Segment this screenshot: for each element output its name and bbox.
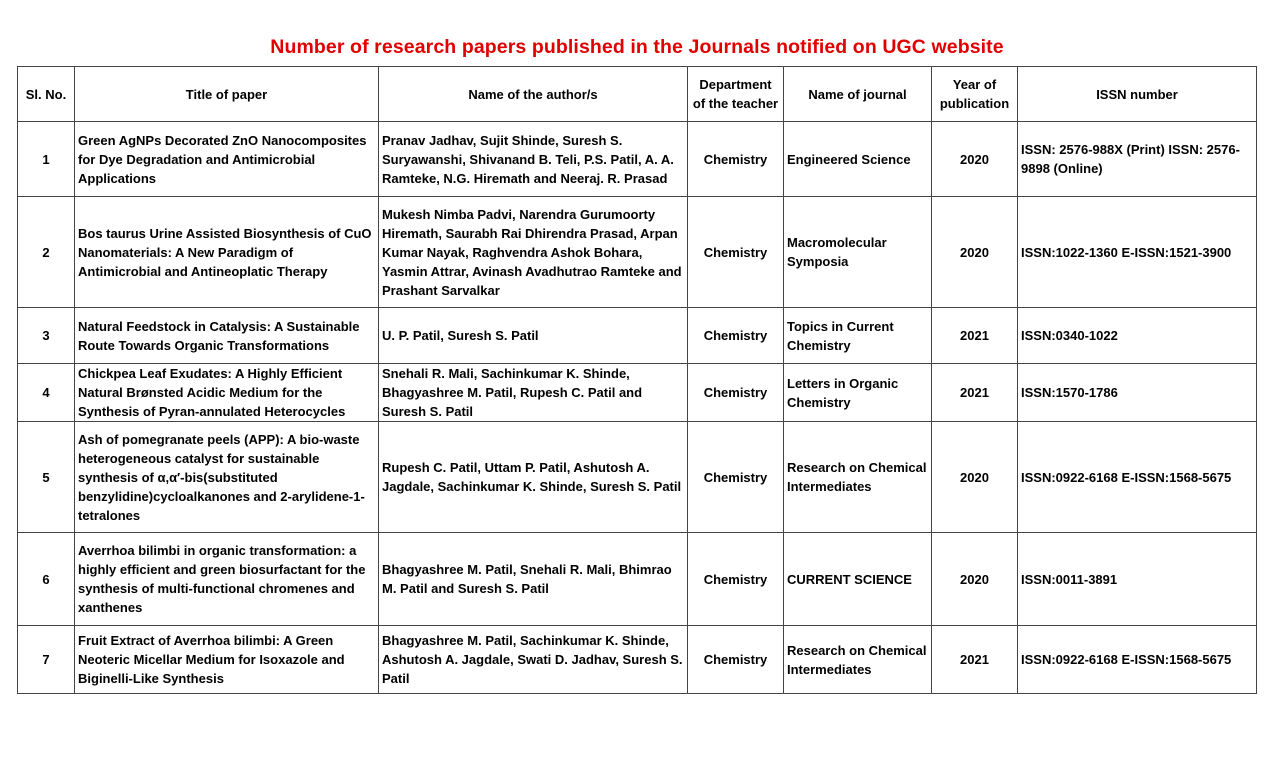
cell-sl-no: 4 [18, 364, 75, 422]
cell-journal: Research on Chemical Intermediates [784, 626, 932, 694]
header-issn: ISSN number [1018, 67, 1257, 122]
cell-authors: Bhagyashree M. Patil, Snehali R. Mali, Bhimrao M. Patil and Suresh S. Patil [379, 533, 688, 626]
cell-authors: Rupesh C. Patil, Uttam P. Patil, Ashutosh A. Jagdale, Sachinkumar K. Shinde, Suresh S. Patil [379, 422, 688, 533]
cell-year: 2021 [932, 364, 1018, 422]
cell-title: Chickpea Leaf Exudates: A Highly Efficient Natural Brønsted Acidic Medium for the Synthesis of Pyran-annulated Heterocycles [75, 364, 379, 422]
table-row [18, 422, 1257, 533]
cell-sl-no: 6 [18, 533, 75, 626]
cell-issn: ISSN:0340-1022 [1018, 308, 1257, 364]
cell-department: Chemistry [688, 422, 784, 533]
table-row [18, 364, 1257, 422]
cell-department: Chemistry [688, 122, 784, 197]
table-header-row [18, 67, 1257, 122]
page-title: Number of research papers published in the Journals notified on UGC website [270, 36, 1004, 58]
header-year-line1: Year of [952, 77, 997, 92]
cell-year: 2020 [932, 422, 1018, 533]
cell-sl-no: 5 [18, 422, 75, 533]
cell-title: Green AgNPs Decorated ZnO Nanocomposites for Dye Degradation and Antimicrobial Applications [75, 122, 379, 197]
cell-issn: ISSN:1022-1360 E-ISSN:1521-3900 [1018, 197, 1257, 308]
cell-journal: Macromolecular Symposia [784, 197, 932, 308]
cell-issn: ISSN:1570-1786 [1018, 364, 1257, 422]
cell-title: Fruit Extract of Averrhoa bilimbi: A Green Neoteric Micellar Medium for Isoxazole and Biginelli-Like Synthesis [75, 626, 379, 694]
header-department-line1: Department [699, 77, 772, 92]
header-title: Title of paper [75, 67, 379, 122]
cell-department: Chemistry [688, 533, 784, 626]
cell-title: Averrhoa bilimbi in organic transformation: a highly efficient and green biosurfactant for the synthesis of multi-functional chromenes and xanthenes [75, 533, 379, 626]
header-department-line2: of the teacher [692, 96, 779, 111]
cell-department: Chemistry [688, 626, 784, 694]
cell-title: Natural Feedstock in Catalysis: A Sustainable Route Towards Organic Transformations [75, 308, 379, 364]
table-row [18, 308, 1257, 364]
cell-year: 2020 [932, 533, 1018, 626]
header-journal: Name of journal [784, 67, 932, 122]
papers-table [17, 66, 1257, 694]
cell-sl-no: 2 [18, 197, 75, 308]
cell-authors: Mukesh Nimba Padvi, Narendra Gurumoorty Hiremath, Saurabh Rai Dhirendra Prasad, Arpan Kumar Nayak, Raghvendra Ashok Bohara, Yasmin Attrar, Avinash Avadhutrao Ramteke and Prashant Sarvalkar [379, 197, 688, 308]
header-department [688, 67, 784, 122]
cell-authors: Snehali R. Mali, Sachinkumar K. Shinde, Bhagyashree M. Patil, Rupesh C. Patil and Suresh S. Patil [379, 364, 688, 422]
cell-authors: Bhagyashree M. Patil, Sachinkumar K. Shinde, Ashutosh A. Jagdale, Swati D. Jadhav, Suresh S. Patil [379, 626, 688, 694]
cell-year: 2021 [932, 308, 1018, 364]
table-row [18, 122, 1257, 197]
cell-issn: ISSN:0922-6168 E-ISSN:1568-5675 [1018, 422, 1257, 533]
cell-authors: Pranav Jadhav, Sujit Shinde, Suresh S. Suryawanshi, Shivanand B. Teli, P.S. Patil, A. A. Ramteke, N.G. Hiremath and Neeraj. R. Prasad [379, 122, 688, 197]
cell-department: Chemistry [688, 197, 784, 308]
table-row [18, 533, 1257, 626]
cell-issn: ISSN: 2576-988X (Print) ISSN: 2576-9898 (Online) [1018, 122, 1257, 197]
cell-sl-no: 1 [18, 122, 75, 197]
cell-title: Bos taurus Urine Assisted Biosynthesis of CuO Nanomaterials: A New Paradigm of Antimicrobial and Antineoplatic Therapy [75, 197, 379, 308]
cell-issn: ISSN:0922-6168 E-ISSN:1568-5675 [1018, 626, 1257, 694]
table-row [18, 626, 1257, 694]
cell-journal: CURRENT SCIENCE [784, 533, 932, 626]
cell-authors: U. P. Patil, Suresh S. Patil [379, 308, 688, 364]
cell-sl-no: 7 [18, 626, 75, 694]
cell-journal: Topics in Current Chemistry [784, 308, 932, 364]
header-authors: Name of the author/s [379, 67, 688, 122]
cell-journal: Engineered Science [784, 122, 932, 197]
cell-issn: ISSN:0011-3891 [1018, 533, 1257, 626]
cell-journal: Research on Chemical Intermediates [784, 422, 932, 533]
header-year [932, 67, 1018, 122]
cell-year: 2021 [932, 626, 1018, 694]
cell-title: Ash of pomegranate peels (APP): A bio-waste heterogeneous catalyst for sustainable synthesis of α,α′-bis(substituted benzylidine)cycloalkanones and 2-arylidene-1-tetralones [75, 422, 379, 533]
cell-year: 2020 [932, 122, 1018, 197]
cell-journal: Letters in Organic Chemistry [784, 364, 932, 422]
cell-department: Chemistry [688, 308, 784, 364]
cell-sl-no: 3 [18, 308, 75, 364]
table-row [18, 197, 1257, 308]
header-year-line2: publication [939, 96, 1010, 111]
header-sl-no: Sl. No. [18, 67, 75, 122]
cell-department: Chemistry [688, 364, 784, 422]
cell-year: 2020 [932, 197, 1018, 308]
